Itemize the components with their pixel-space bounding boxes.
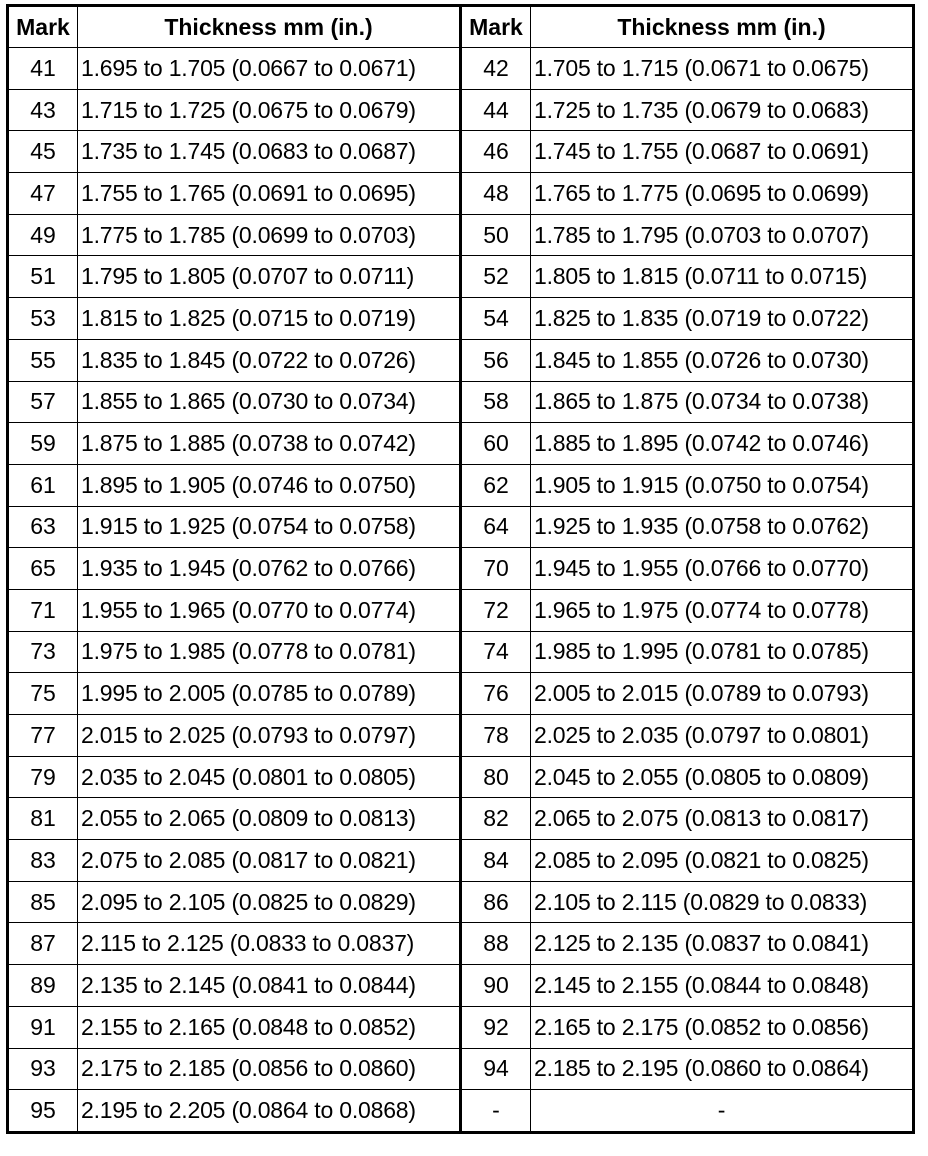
table-row xyxy=(8,548,914,590)
mark-cell: 42 xyxy=(461,48,531,90)
mark-cell: 60 xyxy=(461,423,531,465)
thickness-cell: 1.935 to 1.945 (0.0762 to 0.0766) xyxy=(78,548,461,590)
table-row xyxy=(8,214,914,256)
thickness-cell: 1.805 to 1.815 (0.0711 to 0.0715) xyxy=(531,256,914,298)
thickness-cell: 1.965 to 1.975 (0.0774 to 0.0778) xyxy=(531,589,914,631)
table-row xyxy=(8,1090,914,1133)
mark-cell: 70 xyxy=(461,548,531,590)
table-row xyxy=(8,881,914,923)
mark-cell: 78 xyxy=(461,715,531,757)
mark-cell: 44 xyxy=(461,89,531,131)
thickness-cell: 2.115 to 2.125 (0.0833 to 0.0837) xyxy=(78,923,461,965)
table-row xyxy=(8,298,914,340)
table-row xyxy=(8,965,914,1007)
thickness-cell: 2.195 to 2.205 (0.0864 to 0.0868) xyxy=(78,1090,461,1133)
thickness-cell: 1.825 to 1.835 (0.0719 to 0.0722) xyxy=(531,298,914,340)
mark-cell: 73 xyxy=(8,631,78,673)
mark-cell: 76 xyxy=(461,673,531,715)
thickness-cell: 1.725 to 1.735 (0.0679 to 0.0683) xyxy=(531,89,914,131)
mark-cell: 71 xyxy=(8,589,78,631)
mark-cell: 81 xyxy=(8,798,78,840)
thickness-cell: 2.005 to 2.015 (0.0789 to 0.0793) xyxy=(531,673,914,715)
thickness-cell: 1.755 to 1.765 (0.0691 to 0.0695) xyxy=(78,173,461,215)
table-row xyxy=(8,840,914,882)
mark-cell: 88 xyxy=(461,923,531,965)
table-body xyxy=(8,48,914,1133)
mark-cell: 61 xyxy=(8,464,78,506)
mark-cell: 82 xyxy=(461,798,531,840)
thickness-cell: 1.765 to 1.775 (0.0695 to 0.0699) xyxy=(531,173,914,215)
mark-cell: 53 xyxy=(8,298,78,340)
thickness-cell: 2.175 to 2.185 (0.0856 to 0.0860) xyxy=(78,1048,461,1090)
thickness-cell: 1.975 to 1.985 (0.0778 to 0.0781) xyxy=(78,631,461,673)
table-row xyxy=(8,48,914,90)
table-header-row xyxy=(8,6,914,48)
mark-cell: 46 xyxy=(461,131,531,173)
mark-cell: 54 xyxy=(461,298,531,340)
mark-cell: 75 xyxy=(8,673,78,715)
mark-cell: - xyxy=(461,1090,531,1133)
table-row xyxy=(8,1006,914,1048)
table-row xyxy=(8,589,914,631)
thickness-cell: 1.905 to 1.915 (0.0750 to 0.0754) xyxy=(531,464,914,506)
thickness-cell: - xyxy=(531,1090,914,1133)
thickness-table xyxy=(6,4,915,1134)
table-row xyxy=(8,923,914,965)
thickness-cell: 1.815 to 1.825 (0.0715 to 0.0719) xyxy=(78,298,461,340)
mark-cell: 55 xyxy=(8,339,78,381)
thickness-cell: 2.105 to 2.115 (0.0829 to 0.0833) xyxy=(531,881,914,923)
thickness-cell: 1.895 to 1.905 (0.0746 to 0.0750) xyxy=(78,464,461,506)
thickness-cell: 1.745 to 1.755 (0.0687 to 0.0691) xyxy=(531,131,914,173)
table-row xyxy=(8,756,914,798)
table-row xyxy=(8,173,914,215)
thickness-cell: 1.855 to 1.865 (0.0730 to 0.0734) xyxy=(78,381,461,423)
mark-cell: 57 xyxy=(8,381,78,423)
mark-cell: 87 xyxy=(8,923,78,965)
thickness-cell: 1.945 to 1.955 (0.0766 to 0.0770) xyxy=(531,548,914,590)
mark-cell: 51 xyxy=(8,256,78,298)
table-row xyxy=(8,1048,914,1090)
thickness-table-container xyxy=(6,4,912,1134)
mark-cell: 49 xyxy=(8,214,78,256)
mark-cell: 74 xyxy=(461,631,531,673)
thickness-cell: 1.775 to 1.785 (0.0699 to 0.0703) xyxy=(78,214,461,256)
thickness-cell: 2.095 to 2.105 (0.0825 to 0.0829) xyxy=(78,881,461,923)
thickness-cell: 1.985 to 1.995 (0.0781 to 0.0785) xyxy=(531,631,914,673)
table-row xyxy=(8,339,914,381)
thickness-cell: 1.845 to 1.855 (0.0726 to 0.0730) xyxy=(531,339,914,381)
mark-column-header: Mark xyxy=(8,6,78,48)
table-row xyxy=(8,131,914,173)
thickness-cell: 2.075 to 2.085 (0.0817 to 0.0821) xyxy=(78,840,461,882)
thickness-cell: 1.865 to 1.875 (0.0734 to 0.0738) xyxy=(531,381,914,423)
thickness-cell: 2.035 to 2.045 (0.0801 to 0.0805) xyxy=(78,756,461,798)
thickness-cell: 1.875 to 1.885 (0.0738 to 0.0742) xyxy=(78,423,461,465)
mark-cell: 94 xyxy=(461,1048,531,1090)
thickness-cell: 2.145 to 2.155 (0.0844 to 0.0848) xyxy=(531,965,914,1007)
thickness-cell: 1.705 to 1.715 (0.0671 to 0.0675) xyxy=(531,48,914,90)
mark-cell: 79 xyxy=(8,756,78,798)
thickness-cell: 2.085 to 2.095 (0.0821 to 0.0825) xyxy=(531,840,914,882)
thickness-cell: 2.025 to 2.035 (0.0797 to 0.0801) xyxy=(531,715,914,757)
thickness-cell: 2.055 to 2.065 (0.0809 to 0.0813) xyxy=(78,798,461,840)
mark-cell: 59 xyxy=(8,423,78,465)
table-row xyxy=(8,256,914,298)
mark-cell: 90 xyxy=(461,965,531,1007)
table-row xyxy=(8,631,914,673)
thickness-cell: 2.135 to 2.145 (0.0841 to 0.0844) xyxy=(78,965,461,1007)
thickness-cell: 2.125 to 2.135 (0.0837 to 0.0841) xyxy=(531,923,914,965)
mark-cell: 43 xyxy=(8,89,78,131)
mark-cell: 58 xyxy=(461,381,531,423)
mark-cell: 47 xyxy=(8,173,78,215)
table-row xyxy=(8,464,914,506)
mark-cell: 80 xyxy=(461,756,531,798)
thickness-cell: 2.015 to 2.025 (0.0793 to 0.0797) xyxy=(78,715,461,757)
table-row xyxy=(8,381,914,423)
thickness-cell: 1.785 to 1.795 (0.0703 to 0.0707) xyxy=(531,214,914,256)
table-row xyxy=(8,423,914,465)
thickness-cell: 2.045 to 2.055 (0.0805 to 0.0809) xyxy=(531,756,914,798)
mark-cell: 84 xyxy=(461,840,531,882)
table-row xyxy=(8,715,914,757)
thickness-column-header: Thickness mm (in.) xyxy=(78,6,461,48)
thickness-cell: 1.695 to 1.705 (0.0667 to 0.0671) xyxy=(78,48,461,90)
mark-cell: 83 xyxy=(8,840,78,882)
thickness-cell: 1.795 to 1.805 (0.0707 to 0.0711) xyxy=(78,256,461,298)
mark-cell: 89 xyxy=(8,965,78,1007)
mark-cell: 92 xyxy=(461,1006,531,1048)
thickness-cell: 1.915 to 1.925 (0.0754 to 0.0758) xyxy=(78,506,461,548)
thickness-cell: 1.835 to 1.845 (0.0722 to 0.0726) xyxy=(78,339,461,381)
thickness-cell: 1.925 to 1.935 (0.0758 to 0.0762) xyxy=(531,506,914,548)
mark-cell: 52 xyxy=(461,256,531,298)
mark-cell: 77 xyxy=(8,715,78,757)
mark-cell: 64 xyxy=(461,506,531,548)
thickness-cell: 2.155 to 2.165 (0.0848 to 0.0852) xyxy=(78,1006,461,1048)
thickness-cell: 1.735 to 1.745 (0.0683 to 0.0687) xyxy=(78,131,461,173)
thickness-column-header: Thickness mm (in.) xyxy=(531,6,914,48)
mark-column-header: Mark xyxy=(461,6,531,48)
mark-cell: 48 xyxy=(461,173,531,215)
table-row xyxy=(8,673,914,715)
mark-cell: 45 xyxy=(8,131,78,173)
mark-cell: 62 xyxy=(461,464,531,506)
table-row xyxy=(8,89,914,131)
thickness-cell: 2.065 to 2.075 (0.0813 to 0.0817) xyxy=(531,798,914,840)
table-row xyxy=(8,798,914,840)
mark-cell: 95 xyxy=(8,1090,78,1133)
thickness-cell: 1.995 to 2.005 (0.0785 to 0.0789) xyxy=(78,673,461,715)
mark-cell: 63 xyxy=(8,506,78,548)
mark-cell: 56 xyxy=(461,339,531,381)
thickness-cell: 1.955 to 1.965 (0.0770 to 0.0774) xyxy=(78,589,461,631)
mark-cell: 50 xyxy=(461,214,531,256)
mark-cell: 85 xyxy=(8,881,78,923)
mark-cell: 72 xyxy=(461,589,531,631)
thickness-cell: 2.165 to 2.175 (0.0852 to 0.0856) xyxy=(531,1006,914,1048)
mark-cell: 91 xyxy=(8,1006,78,1048)
mark-cell: 41 xyxy=(8,48,78,90)
thickness-cell: 2.185 to 2.195 (0.0860 to 0.0864) xyxy=(531,1048,914,1090)
thickness-cell: 1.715 to 1.725 (0.0675 to 0.0679) xyxy=(78,89,461,131)
mark-cell: 65 xyxy=(8,548,78,590)
mark-cell: 86 xyxy=(461,881,531,923)
table-row xyxy=(8,506,914,548)
thickness-cell: 1.885 to 1.895 (0.0742 to 0.0746) xyxy=(531,423,914,465)
mark-cell: 93 xyxy=(8,1048,78,1090)
